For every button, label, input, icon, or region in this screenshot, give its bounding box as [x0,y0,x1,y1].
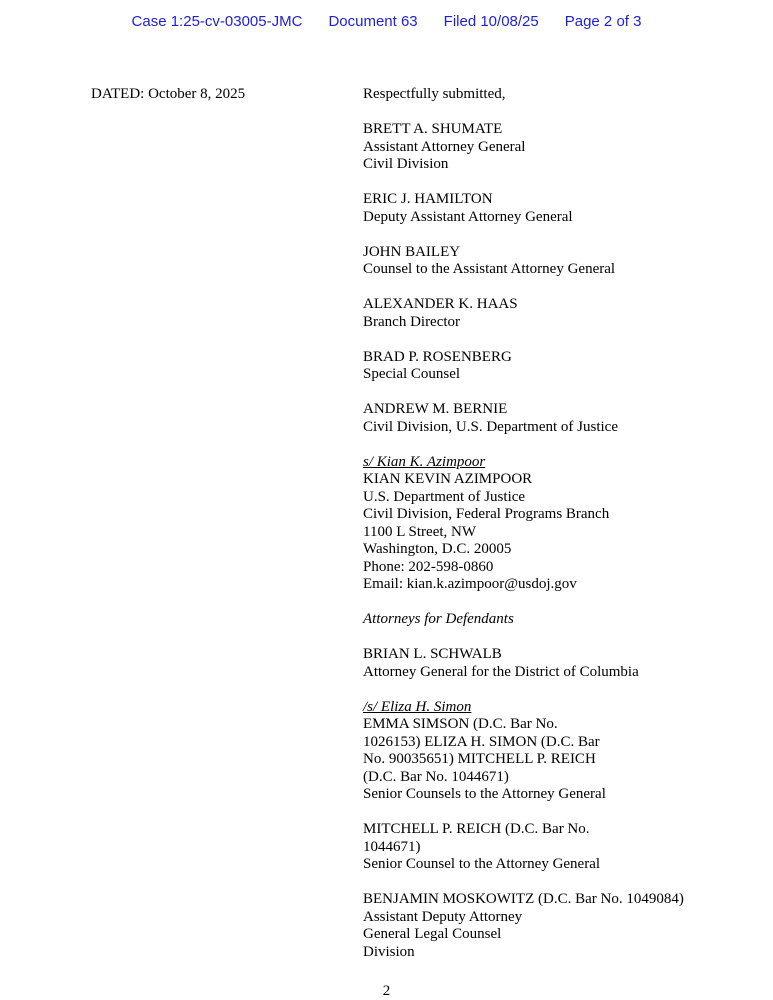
block-line: (D.C. Bar No. 1044671) [363,768,509,785]
block-line: ALEXANDER K. HAAS [363,296,518,312]
block-line: Civil Division [363,156,449,172]
block-line: EMMA SIMSON (D.C. Bar No. [363,716,558,732]
block-line: Division [363,943,415,960]
block-line: Branch Director [363,313,461,330]
filed-date: Filed 10/08/25 [443,13,539,30]
block-line: BRIAN L. SCHWALB [363,646,502,662]
signature-block-rosenberg [363,349,763,384]
block-line: Attorney General for the District of Columbia [363,663,639,680]
electronic-signature: s/ Kian K. Azimpoor [363,453,486,470]
intro-line: Respectfully submitted, [363,86,506,102]
block-line: ERIC J. HAMILTON [363,191,493,207]
block-line: MITCHELL P. REICH (D.C. Bar No. [363,821,590,837]
block-line: Senior Counsels to the Attorney General [363,786,606,802]
block-line: Deputy Assistant Attorney General [363,208,573,225]
block-line: BRETT A. SHUMATE [363,121,503,137]
page-number: 2 [382,983,391,999]
block-line: Counsel to the Assistant Attorney General [363,261,616,277]
signature-block-bailey [363,244,763,279]
signature-block-bernie [363,401,763,436]
signature-block-hamilton [363,191,763,226]
block-line: Phone: 202-598-0860 [363,558,494,575]
block-line: Email: kian.k.azimpoor@usdoj.gov [363,576,577,592]
block-line: General Legal Counsel [363,926,502,942]
block-line: 1044671) [363,838,421,855]
block-line: BENJAMIN MOSKOWITZ (D.C. Bar No. 1049084) [363,891,684,907]
respectfully-submitted [363,86,763,104]
dated-line: DATED: October 8, 2025 [91,86,246,102]
signature-column [363,86,763,979]
block-line: Assistant Attorney General [363,138,526,155]
signature-block-simon [363,699,763,804]
block-line: Assistant Deputy Attorney [363,908,523,925]
signature-block-shumate [363,121,763,174]
signature-block-moskowitz [363,891,763,961]
block-line: Special Counsel [363,366,461,382]
block-line: 1026153) ELIZA H. SIMON (D.C. Bar [363,733,600,750]
page-indicator: Page 2 of 3 [564,13,642,30]
block-line: 1100 L Street, NW [363,523,477,540]
signature-block-schwalb [363,646,763,681]
electronic-signature: /s/ Eliza H. Simon [363,698,472,715]
block-line: Civil Division, U.S. Department of Justice [363,418,618,435]
block-line: U.S. Department of Justice [363,488,526,505]
block-line: ANDREW M. BERNIE [363,401,508,417]
block-line: KIAN KEVIN AZIMPOOR [363,471,533,487]
attorneys-for-defendants [363,611,763,629]
signature-block-azimpoor [363,454,763,594]
case-number: Case 1:25-cv-03005-JMC [131,13,303,30]
block-line: Washington, D.C. 20005 [363,541,512,557]
document-number: Document 63 [328,13,418,30]
block-line: Civil Division, Federal Programs Branch [363,506,610,522]
party-designation: Attorneys for Defendants [363,611,514,627]
block-line: Senior Counsel to the Attorney General [363,856,601,872]
block-line: BRAD P. ROSENBERG [363,348,512,365]
block-line: No. 90035651) MITCHELL P. REICH [363,751,596,767]
block-line: JOHN BAILEY [363,243,461,260]
ecf-header [0,13,773,30]
signature-block-haas [363,296,763,331]
signature-block-reich [363,821,763,874]
